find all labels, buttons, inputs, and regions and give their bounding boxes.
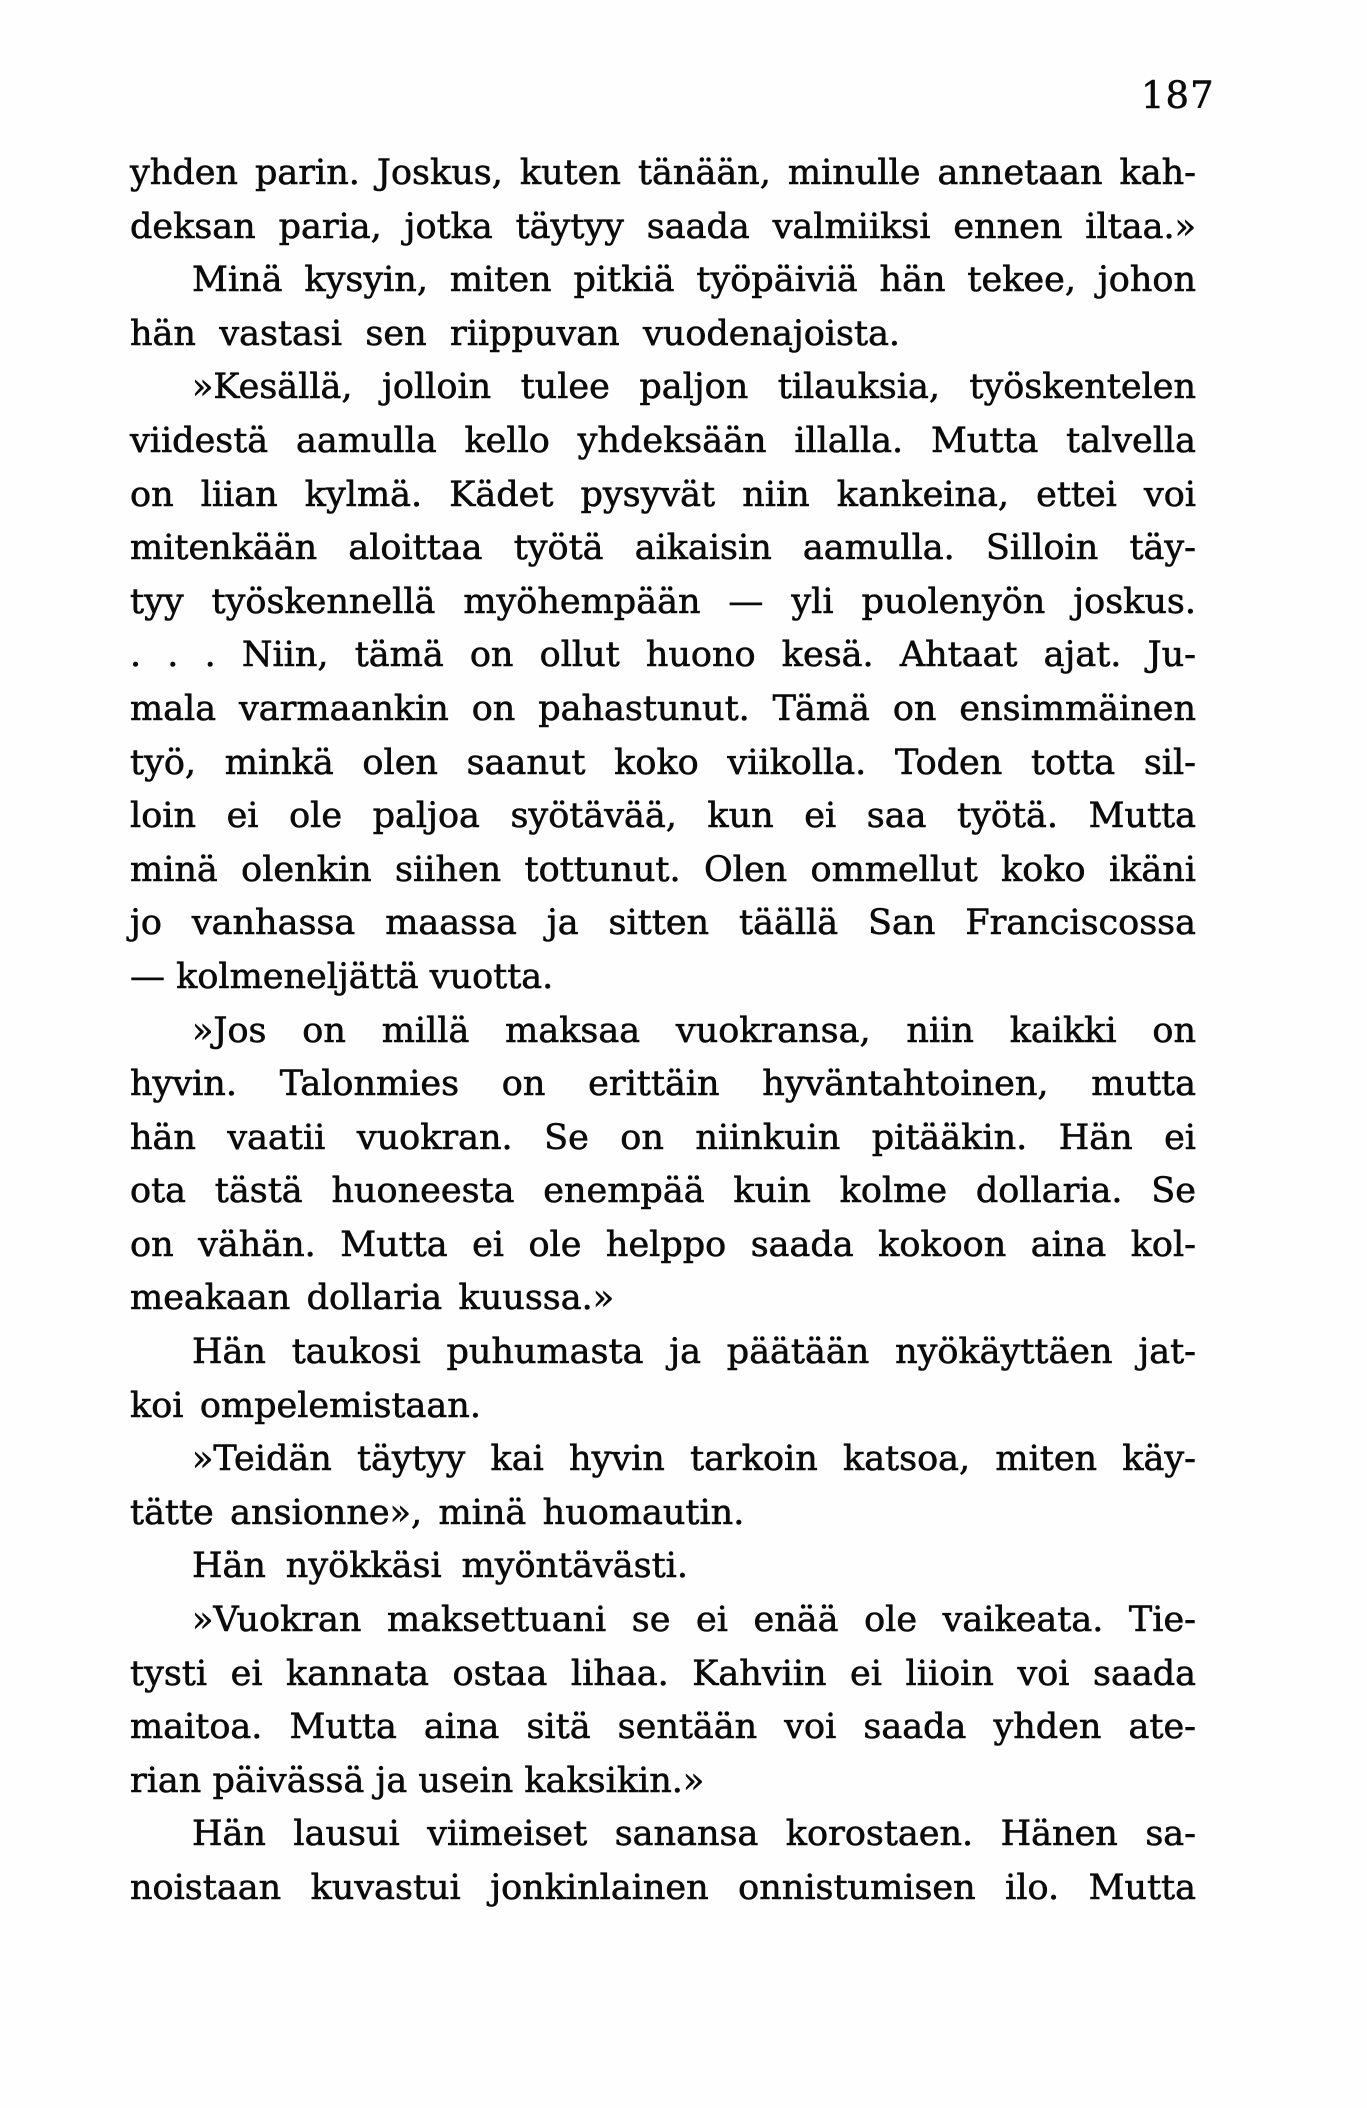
text-line: noistaan kuvastui jonkinlainen onnistumisen ilo. Mutta xyxy=(130,1868,1196,1908)
text-line: »Vuokran maksettuani se ei enää ole vaikeata. Tie- xyxy=(192,1600,1196,1641)
text-line: jo vanhassa maassa ja sitten täällä San Franciscossa xyxy=(130,903,1196,944)
text-line: »Teidän täytyy kai hyvin tarkoin katsoa, miten käy- xyxy=(192,1439,1196,1480)
text-line: Minä kysyin, miten pitkiä työpäiviä hän tekee, johon xyxy=(192,260,1196,301)
text-line: mitenkään aloittaa työtä aikaisin aamulla. Silloin täy- xyxy=(130,528,1196,569)
text-line: ota tästä huoneesta enempää kuin kolme dollaria. Se xyxy=(130,1171,1196,1212)
text-line: mala varmaankin on pahastunut. Tämä on ensimmäinen xyxy=(130,688,1196,729)
text-line: deksan paria, jotka täytyy saada valmiiksi ennen iltaa.» xyxy=(130,206,1196,247)
text-block xyxy=(130,147,1196,1916)
text-line: on liian kylmä. Kädet pysyvät niin kankeina, ettei voi xyxy=(130,474,1196,515)
page-number: 187 xyxy=(1141,74,1215,117)
text-line: maitoa. Mutta aina sitä sentään voi saada yhden ate- xyxy=(130,1707,1196,1748)
text-line: — kolmeneljättä vuotta. xyxy=(130,956,554,997)
text-line: koi ompelemistaan. xyxy=(130,1385,481,1426)
text-line: tätte ansionne», minä huomautin. xyxy=(130,1492,745,1533)
text-line: on vähän. Mutta ei ole helppo saada kokoon aina kol- xyxy=(130,1224,1196,1265)
text-line: rian päivässä ja usein kaksikin.» xyxy=(130,1760,705,1801)
text-line: minä olenkin siihen tottunut. Olen ommellut koko ikäni xyxy=(130,849,1196,890)
text-line: Hän nyökkäsi myöntävästi. xyxy=(192,1546,688,1587)
text-line: hän vaatii vuokran. Se on niinkuin pitääkin. Hän ei xyxy=(130,1117,1196,1158)
text-line: yhden parin. Joskus, kuten tänään, minulle annetaan kah- xyxy=(130,153,1196,193)
text-line: työ, minkä olen saanut koko viikolla. Toden totta sil- xyxy=(130,742,1196,783)
text-line: tyy työskennellä myöhempään — yli puolenyön joskus. xyxy=(130,581,1196,622)
text-line: Hän taukosi puhumasta ja päätään nyökäyttäen jat- xyxy=(192,1332,1196,1373)
text-line: »Kesällä, jolloin tulee paljon tilauksia, työskentelen xyxy=(192,367,1196,408)
text-line: »Jos on millä maksaa vuokransa, niin kaikki on xyxy=(192,1010,1196,1051)
text-line: tysti ei kannata ostaa lihaa. Kahviin ei liioin voi saada xyxy=(130,1653,1196,1694)
text-line: . . . Niin, tämä on ollut huono kesä. Ahtaat ajat. Ju- xyxy=(130,635,1196,676)
text-line: viidestä aamulla kello yhdeksään illalla. Mutta talvella xyxy=(130,420,1196,461)
text-line: hyvin. Talonmies on erittäin hyväntahtoinen, mutta xyxy=(130,1064,1196,1105)
text-line: hän vastasi sen riippuvan vuodenajoista. xyxy=(130,313,901,354)
text-line: Hän lausui viimeiset sanansa korostaen. Hänen sa- xyxy=(192,1814,1196,1855)
text-line: meakaan dollaria kuussa.» xyxy=(130,1278,615,1319)
text-line: loin ei ole paljoa syötävää, kun ei saa työtä. Mutta xyxy=(130,796,1196,837)
